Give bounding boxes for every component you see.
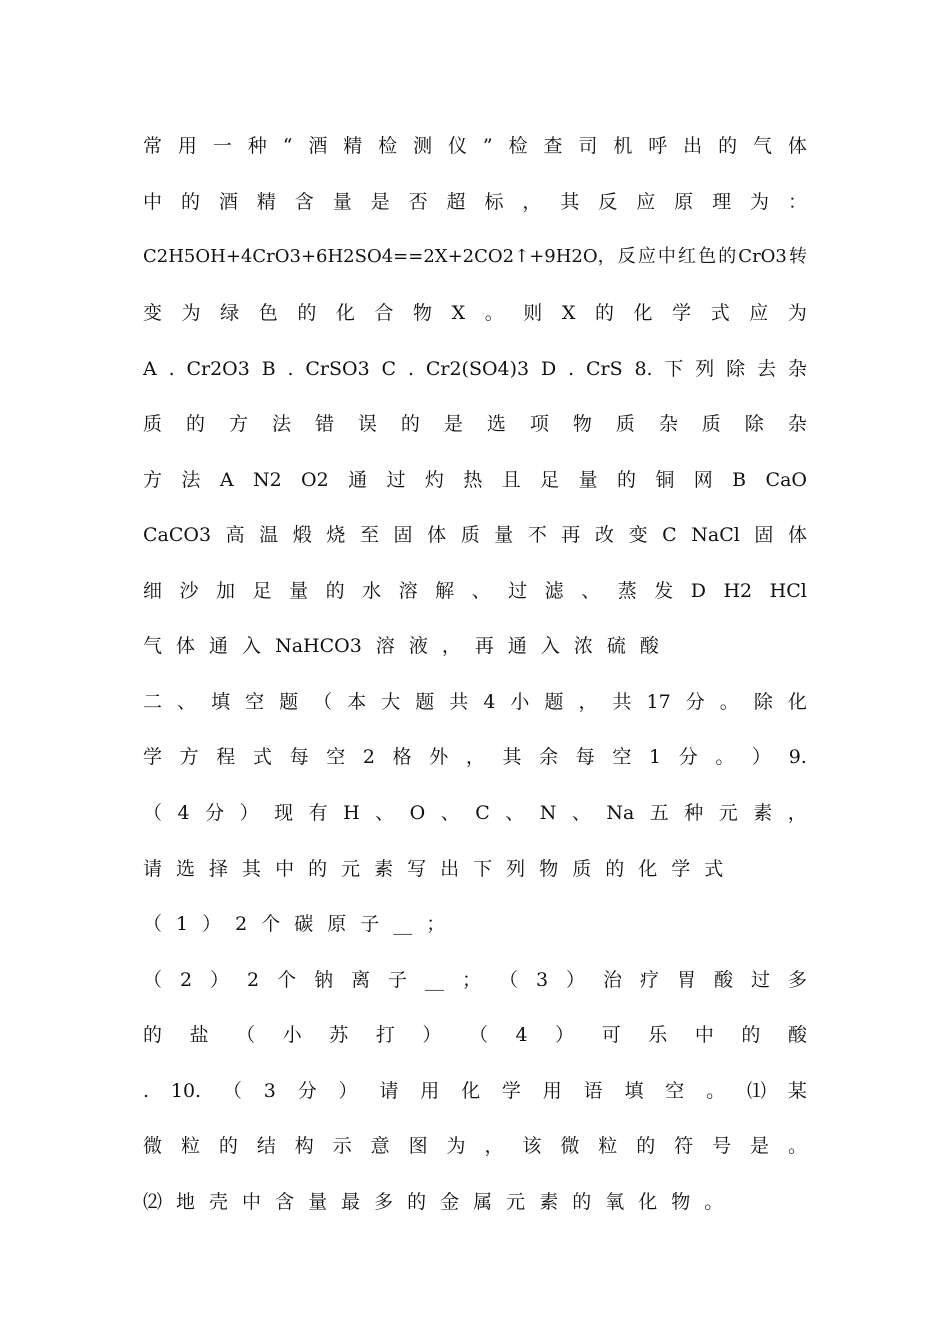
text-line-13: （ 4 分 ） 现 有 H 、 O 、 C 、 N 、 Na 五 种 元 素 ， [143,802,807,824]
text-line-14: 请 选 择 其 中 的 元 素 写 出 下 列 物 质 的 化 学 式 [143,858,724,880]
text-line-6: 质 的 方 法 错 误 的 是 选 项 物 质 杂 质 除 杂 [143,413,807,435]
text-line-17: 的 盐 （ 小 苏 打 ） （ 4 ） 可 乐 中 的 酸 [143,1024,807,1046]
text-line-11: 二 、 填 空 题 （ 本 大 题 共 4 小 题 ， 共 17 分 。 除 化 [143,691,807,713]
text-line-1: 常 用 一 种 “ 酒 精 检 测 仪 ” 检 查 司 机 呼 出 的 气 体 [143,135,807,157]
text-line-12: 学 方 程 式 每 空 2 格 外 ， 其 余 每 空 1 分 。 ） 9. [143,746,807,768]
text-line-19: 微 粒 的 结 构 示 意 图 为 ， 该 微 粒 的 符 号 是 。 [143,1135,807,1157]
text-line-18: . 10. （ 3 分 ） 请 用 化 学 用 语 填 空 。 ⑴ 某 [143,1080,807,1102]
text-line-4: 变 为 绿 色 的 化 合 物 X 。 则 X 的 化 学 式 应 为 [143,302,807,324]
text-line-20: ⑵ 地 壳 中 含 量 最 多 的 金 属 元 素 的 氧 化 物 。 [143,1191,724,1213]
text-line-3: C2H5OH+4CrO3+6H2SO4==2X+2CO2↑+9H2O， 反 应 中 红 色 的 CrO3 转 [143,246,807,267]
text-line-9: 细 沙 加 足 量 的 水 溶 解 、 过 滤 、 蒸 发 D H2 HCl [143,580,807,602]
text-line-5: A . Cr2O3 B . CrSO3 C . Cr2(SO4)3 D . CrS 8. 下 列 除 去 杂 [143,358,807,380]
text-line-16: （ 2 ） 2 个 钠 离 子 __ ； （ 3 ） 治 疗 胃 酸 过 多 [143,969,807,991]
text-line-15: （ 1 ） 2 个 碳 原 子 __ ； [143,913,446,935]
text-line-8: CaCO3 高 温 煅 烧 至 固 体 质 量 不 再 改 变 C NaCl 固 体 [143,524,807,546]
text-line-7: 方 法 A N2 O2 通 过 灼 热 且 足 量 的 铜 网 B CaO [143,469,807,491]
text-line-10: 气 体 通 入 NaHCO3 溶 液 ， 再 通 入 浓 硫 酸 [143,635,659,657]
text-line-2: 中 的 酒 精 含 量 是 否 超 标 ， 其 反 应 原 理 为 ： [143,191,807,213]
